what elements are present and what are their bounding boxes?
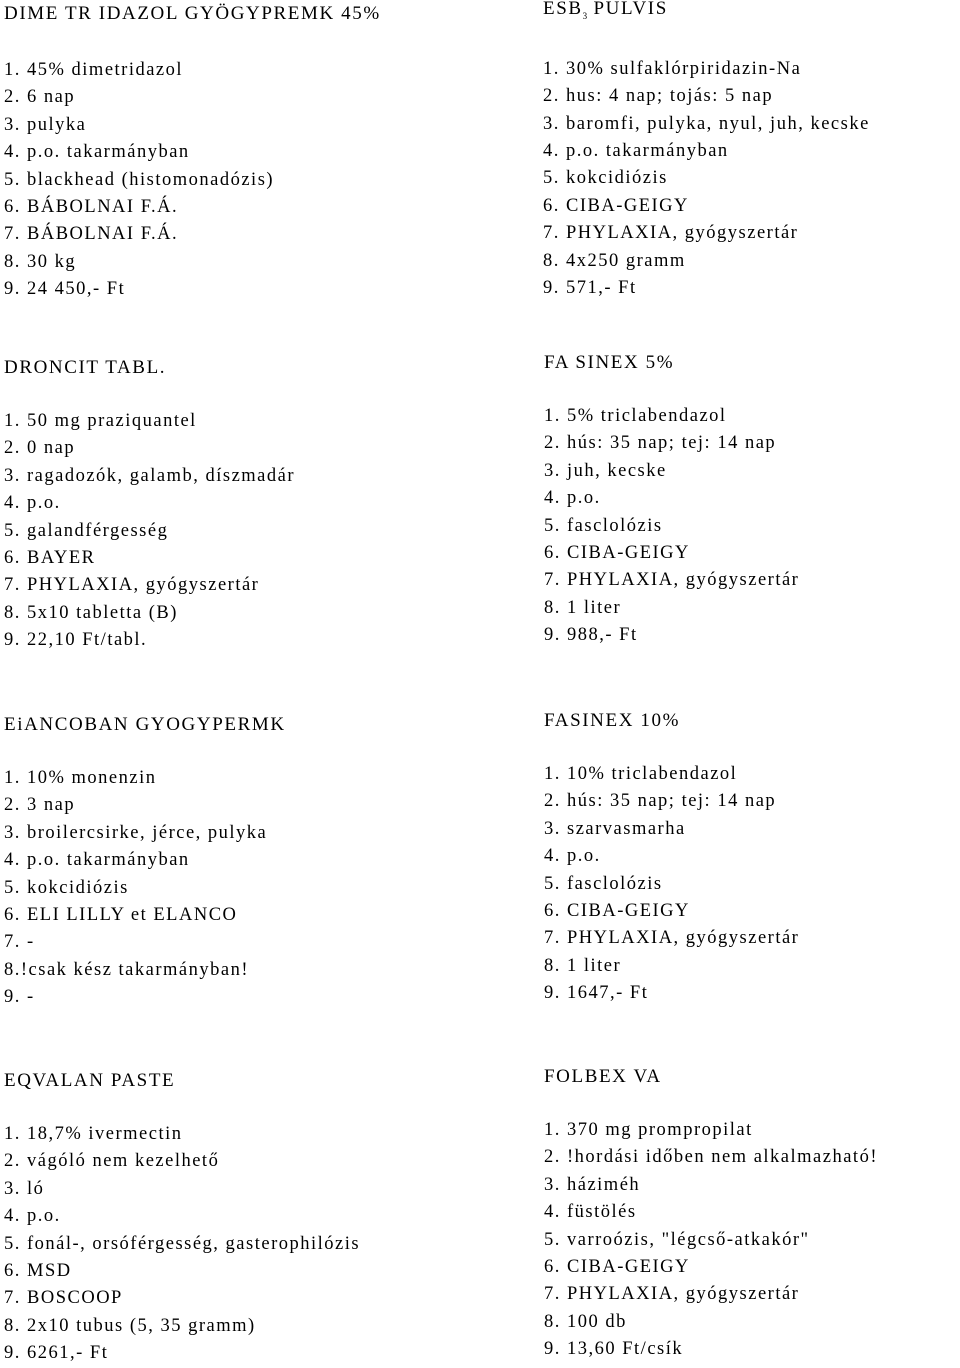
entry-line-9: 9. - bbox=[4, 987, 35, 1008]
entry-fasinex-10 bbox=[544, 710, 960, 1008]
entry-line-5: 5. fasclolózis bbox=[544, 515, 663, 536]
entry-line-1: 1. 10% triclabendazol bbox=[544, 764, 738, 784]
entry-line-1: 1. 5% triclabendazol bbox=[544, 406, 727, 426]
entry-list bbox=[544, 761, 960, 1008]
entry-line-8: 8. 30 kg bbox=[4, 251, 77, 272]
entry-line-5: 5. blackhead (histomonadózis) bbox=[4, 169, 275, 190]
entry-list bbox=[4, 765, 444, 1012]
entry-line-7: 7. PHYLAXIA, gyógyszertár bbox=[543, 223, 799, 244]
entry-line-8: 8. 4x250 gramm bbox=[543, 250, 686, 271]
entry-line-2: 2. 0 nap bbox=[4, 438, 76, 459]
entry-line-5: 5. galandférgesség bbox=[4, 520, 169, 541]
entry-fasinex-5 bbox=[544, 352, 960, 650]
entry-title: DRONCIT TABL. bbox=[4, 357, 167, 378]
entry-dimetridazol bbox=[4, 3, 444, 304]
entry-line-9: 9. 571,- Ft bbox=[543, 278, 637, 299]
entry-line-4: 4. p.o. takarmányban bbox=[543, 141, 729, 162]
entry-line-9: 9. 22,10 Ft/tabl. bbox=[4, 630, 148, 651]
entry-list bbox=[4, 57, 444, 304]
entry-line-2: 2. vágóló nem kezelhető bbox=[4, 1151, 220, 1172]
entry-line-9: 9. 13,60 Ft/csík bbox=[544, 1339, 684, 1360]
entry-line-2: 2. 3 nap bbox=[4, 795, 76, 816]
entry-line-7: 7. - bbox=[4, 932, 35, 953]
entry-line-3: 3. szarvasmarha bbox=[544, 818, 686, 839]
entry-list bbox=[4, 408, 444, 655]
entry-line-1: 1. 370 mg prompropilat bbox=[544, 1120, 753, 1140]
entry-line-6: 6. BAYER bbox=[4, 548, 96, 569]
entry-line-9: 9. 1647,- Ft bbox=[544, 983, 649, 1004]
entry-line-8: 8. 2x10 tubus (5, 35 gramm) bbox=[4, 1315, 256, 1336]
entry-line-5: 5. fonál-, orsóférgesség, gasterophilózis bbox=[4, 1233, 361, 1254]
entry-title-rest: PULVIS bbox=[587, 0, 668, 19]
entry-line-1: 1. 10% monenzin bbox=[4, 768, 157, 788]
entry-line-4: 4. p.o. bbox=[4, 1206, 61, 1227]
entry-line-7: 7. PHYLAXIA, gyógyszertár bbox=[544, 928, 800, 949]
entry-line-3: 3. háziméh bbox=[544, 1174, 641, 1195]
entry-line-2: 2. hus: 4 nap; tojás: 5 nap bbox=[543, 86, 774, 107]
entry-line-6: 6. MSD bbox=[4, 1261, 72, 1282]
entry-line-4: 4. p.o. bbox=[544, 488, 601, 509]
entry-line-3: 3. ragadozók, galamb, díszmadár bbox=[4, 465, 296, 486]
entry-line-3: 3. pulyka bbox=[4, 114, 87, 135]
entry-eqvalan-paste bbox=[4, 1070, 444, 1368]
entry-line-4: 4. p.o. takarmányban bbox=[4, 850, 190, 871]
entry-title: EQVALAN PASTE bbox=[4, 1070, 176, 1091]
entry-line-6: 6. ELI LILLY et ELANCO bbox=[4, 905, 238, 926]
entry-line-1: 1. 18,7% ivermectin bbox=[4, 1124, 183, 1144]
entry-title: FOLBEX VA bbox=[544, 1066, 662, 1087]
entry-title: DIME TR IDAZOL GYÖGYPREMK 45% bbox=[4, 3, 381, 24]
entry-list bbox=[543, 56, 960, 303]
entry-line-7: 7. BOSCOOP bbox=[4, 1288, 123, 1309]
entry-line-3: 3. ló bbox=[4, 1178, 45, 1199]
entry-line-5: 5. kokcidiózis bbox=[543, 168, 668, 189]
entry-list bbox=[544, 403, 960, 650]
entry-line-8: 8.!csak kész takarmányban! bbox=[4, 959, 249, 980]
entry-elancoban bbox=[4, 714, 444, 1012]
entry-title: EiANCOBAN GYOGYPERMK bbox=[4, 714, 286, 735]
entry-line-7: 7. PHYLAXIA, gyógyszertár bbox=[544, 1284, 800, 1305]
entry-line-6: 6. CIBA-GEIGY bbox=[544, 543, 690, 564]
entry-line-8: 8. 5x10 tabletta (B) bbox=[4, 602, 178, 623]
entry-line-4: 4. p.o. takarmányban bbox=[4, 142, 190, 163]
entry-list bbox=[4, 1121, 444, 1368]
entry-title: FA SINEX 5% bbox=[544, 352, 675, 373]
entry-list bbox=[544, 1117, 960, 1364]
entry-title-subscript: 3 bbox=[582, 10, 588, 21]
entry-line-1: 1. 50 mg praziquantel bbox=[4, 411, 197, 431]
entry-line-2: 2. !hordási időben nem alkalmazható! bbox=[544, 1147, 878, 1168]
entry-line-6: 6. CIBA-GEIGY bbox=[544, 1257, 690, 1278]
entry-line-4: 4. füstölés bbox=[544, 1202, 637, 1223]
entry-line-8: 8. 1 liter bbox=[544, 955, 622, 976]
entry-line-6: 6. CIBA-GEIGY bbox=[544, 901, 690, 922]
entry-line-5: 5. varroózis, "légcső-atkakór" bbox=[544, 1229, 810, 1250]
entry-line-6: 6. BÁBOLNAI F.Á. bbox=[4, 197, 179, 218]
entry-line-8: 8. 1 liter bbox=[544, 597, 622, 618]
entry-line-6: 6. CIBA-GEIGY bbox=[543, 195, 689, 216]
entry-line-7: 7. BÁBOLNAI F.Á. bbox=[4, 224, 179, 245]
entry-line-5: 5. fasclolózis bbox=[544, 873, 663, 894]
entry-title-main: ESB bbox=[543, 0, 583, 19]
entry-folbex-va bbox=[544, 1066, 960, 1364]
entry-line-3: 3. baromfi, pulyka, nyul, juh, kecske bbox=[543, 113, 870, 134]
entry-line-8: 8. 100 db bbox=[544, 1311, 627, 1332]
entry-line-9: 9. 24 450,- Ft bbox=[4, 279, 126, 300]
entry-line-1: 1. 30% sulfaklórpiridazin-Na bbox=[543, 58, 802, 79]
entry-line-2: 2. hús: 35 nap; tej: 14 nap bbox=[544, 791, 777, 812]
entry-line-7: 7. PHYLAXIA, gyógyszertár bbox=[544, 570, 800, 591]
entry-line-4: 4. p.o. bbox=[4, 493, 61, 514]
entry-line-3: 3. broilercsirke, jérce, pulyka bbox=[4, 822, 268, 843]
entry-esb3-pulvis bbox=[543, 0, 960, 302]
entry-line-7: 7. PHYLAXIA, gyógyszertár bbox=[4, 575, 260, 596]
entry-line-9: 9. 6261,- Ft bbox=[4, 1343, 109, 1364]
entry-line-9: 9. 988,- Ft bbox=[544, 625, 638, 646]
entry-line-1: 1. 45% dimetridazol bbox=[4, 60, 184, 80]
entry-line-3: 3. juh, kecske bbox=[544, 460, 667, 481]
entry-title: FASINEX 10% bbox=[544, 710, 680, 731]
entry-line-2: 2. hús: 35 nap; tej: 14 nap bbox=[544, 433, 777, 454]
entry-line-2: 2. 6 nap bbox=[4, 87, 76, 108]
entry-line-4: 4. p.o. bbox=[544, 846, 601, 867]
entry-title bbox=[543, 0, 960, 27]
entry-line-5: 5. kokcidiózis bbox=[4, 877, 129, 898]
entry-droncit-tabl bbox=[4, 357, 444, 655]
